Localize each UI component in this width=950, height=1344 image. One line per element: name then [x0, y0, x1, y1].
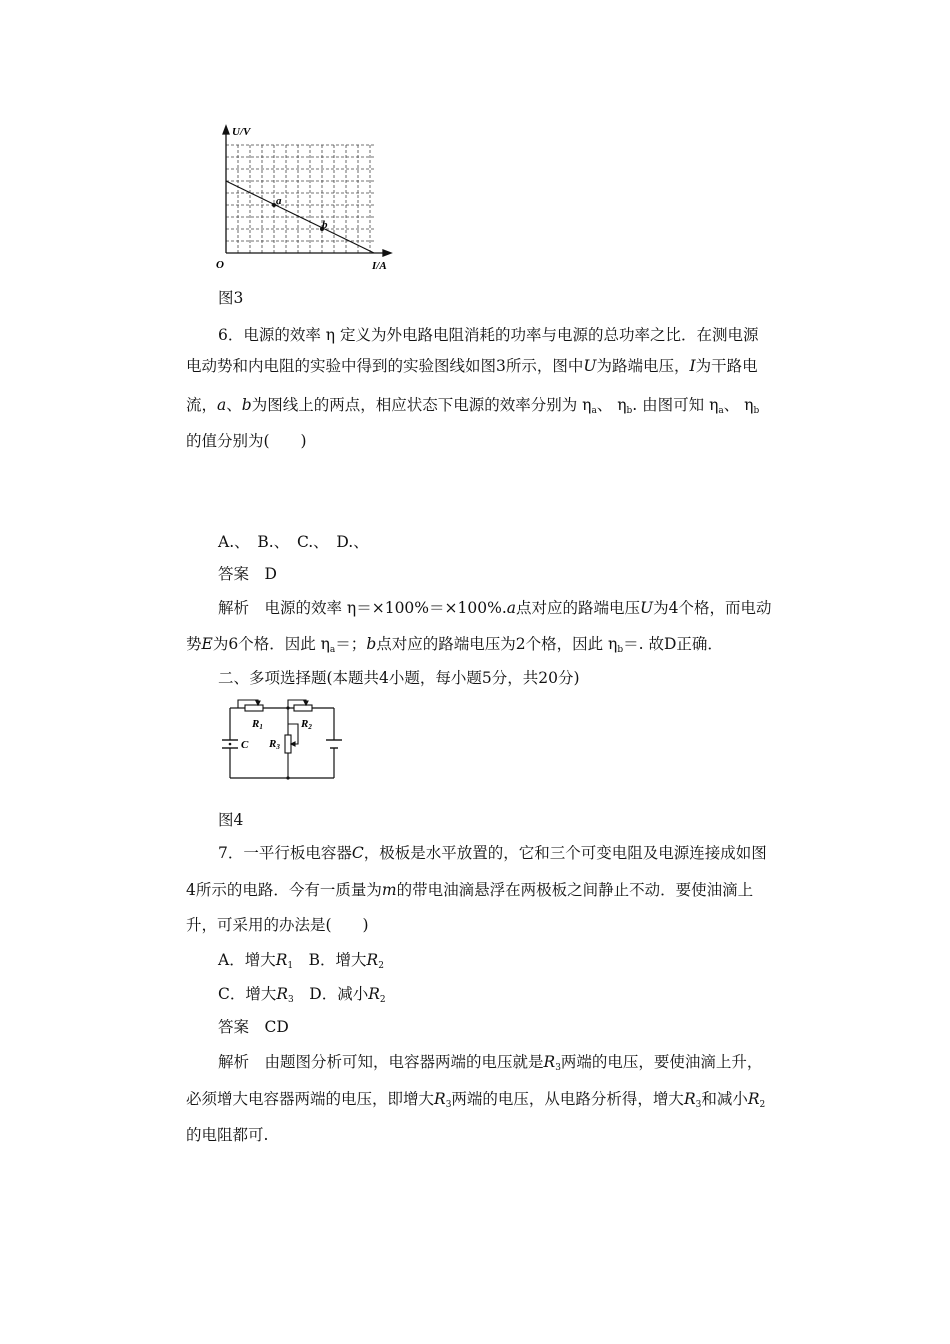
point-b-label: b: [322, 219, 328, 231]
figure-3-caption: 图3: [218, 289, 244, 307]
figure-4-caption: 图4: [218, 811, 244, 829]
section-2-heading: 二、多项选择题(本题共4小题，每小题5分，共20分): [218, 669, 580, 687]
origin-label: O: [216, 259, 224, 271]
q6-answer: 答案 D: [218, 565, 277, 583]
svg-text:R2: R2: [301, 718, 312, 731]
q7-line-1: 7．一平行板电容器C，极板是水平放置的，它和三个可变电阻及电源连接成如图: [218, 844, 767, 862]
y-axis-label: U/V: [232, 126, 251, 138]
q7-options-ab: A．增大$R_1$ B．增大$R_2$: [218, 951, 384, 971]
resistor-r3: [285, 708, 298, 778]
q6-explanation-1: 解析 电源的效率 η＝×100%＝×100%.a点对应的路端电压U为4个格，而电动: [218, 599, 772, 617]
svg-text:C: C: [241, 739, 249, 751]
resistor-r1: [238, 700, 263, 711]
q7-options-cd: C．增大$R_3$ D．减小$R_2$: [218, 985, 386, 1005]
q6-line-3: 流，a、b为图线上的两点，相应状态下电源的效率分别为 $\eta_a$、 $\eta_b$. 由图可知 $\eta_a$、 $\eta_b$: [186, 396, 760, 416]
q6-line-1: 6．电源的效率 η 定义为外电路电阻消耗的功率与电源的总功率之比．在测电源: [218, 326, 759, 344]
svg-text:R1: R1: [252, 718, 263, 731]
q6-explanation-2: 势E为6个格．因此 $\eta_a=$；b点对应的路端电压为2个格，因此 $\eta_b=$. 故D正确．: [186, 635, 723, 655]
point-a-label: a: [276, 195, 282, 207]
q7-answer: 答案 CD: [218, 1018, 289, 1036]
svg-text:R3: R3: [269, 738, 280, 751]
resistor-r2: [288, 700, 312, 711]
q7-line-2: 4所示的电路．今有一质量为m的带电油滴悬浮在两极板之间静止不动．要使油滴上: [186, 881, 754, 899]
grid: [226, 145, 374, 253]
battery: [326, 740, 342, 748]
q7-explanation-3: 的电阻都可.: [186, 1126, 269, 1144]
figure-4-circuit: [212, 698, 347, 784]
x-axis-label: I/A: [372, 260, 387, 272]
q6-line-2: 电动势和内电阻的实验中得到的实验图线如图3所示，图中U为路端电压，I为干路电: [186, 357, 758, 375]
q7-line-3: 升，可采用的办法是( ): [186, 916, 369, 934]
q7-explanation-2: 必须增大电容器两端的电压，即增大$R_3$两端的电压，从电路分析得，增大$R_3$和减小$R_2$: [186, 1090, 766, 1110]
q6-options: A.、 B.、 C.、 D.、: [218, 533, 369, 551]
q7-explanation-1: 解析 由题图分析可知，电容器两端的电压就是$R_3$两端的电压，要使油滴上升，: [218, 1053, 763, 1073]
axes: [223, 126, 391, 256]
q6-line-4: 的值分别为( ): [186, 432, 307, 450]
figure-3-graph: [212, 122, 397, 272]
